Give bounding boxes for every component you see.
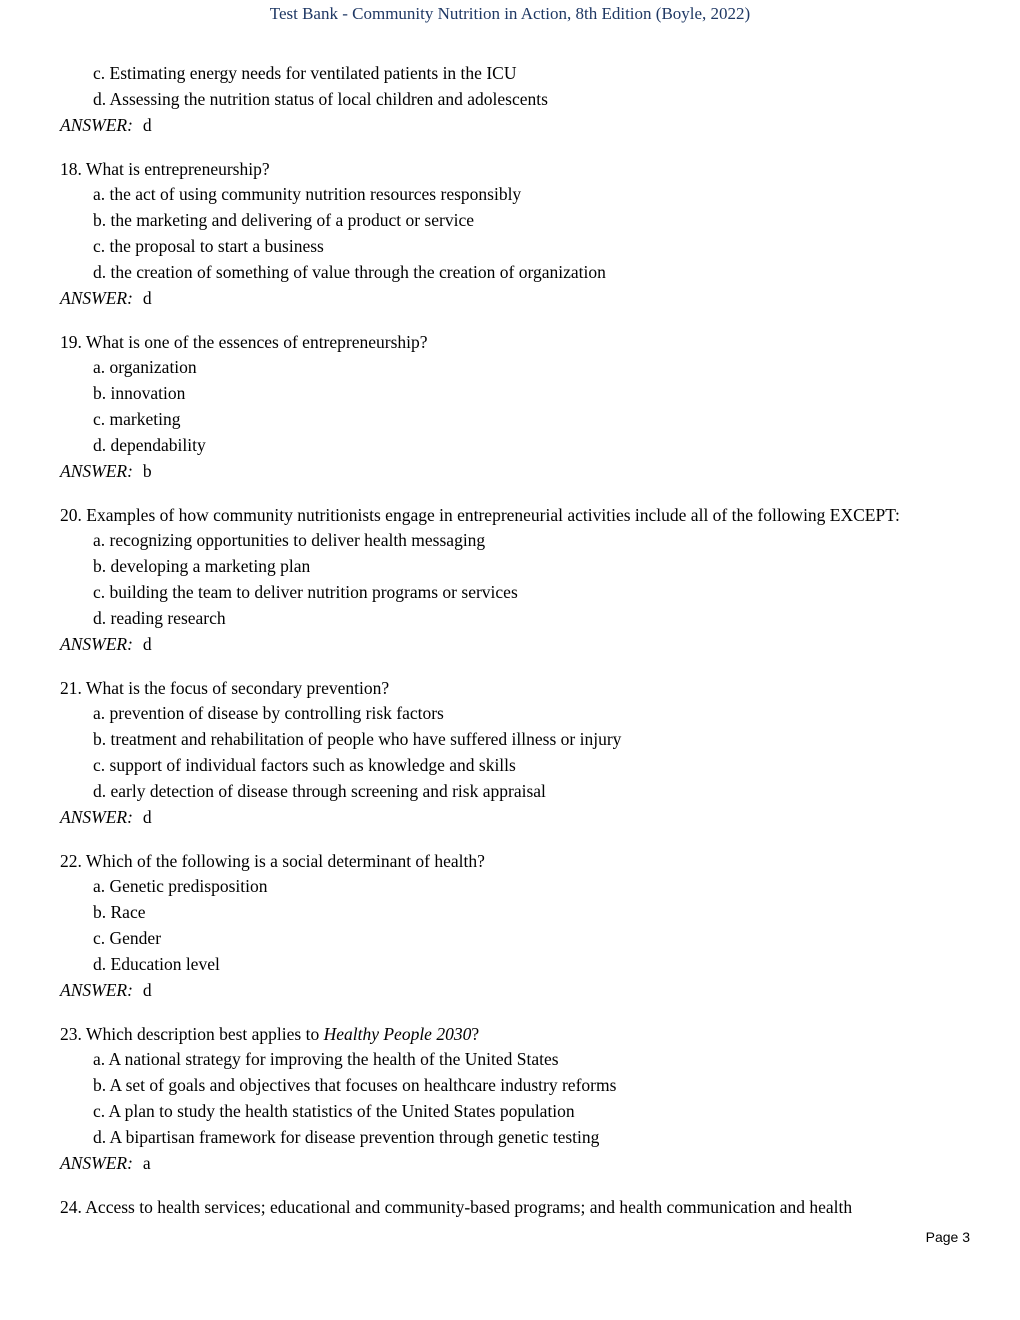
question-23 <box>60 1022 970 1176</box>
answer-value: b <box>142 461 152 481</box>
answer-value: d <box>142 115 152 135</box>
answer-label: ANSWER: <box>60 461 133 481</box>
option-c: c. building the team to deliver nutrition programs or services <box>93 582 518 602</box>
answer-value: d <box>142 634 152 654</box>
answer-line <box>60 1150 970 1176</box>
option-d: d. early detection of disease through screening and risk appraisal <box>93 781 546 801</box>
question-stem: 24. Access to health services; educational and community-based programs; and health communication and health <box>60 1197 853 1217</box>
option-a: a. the act of using community nutrition resources responsibly <box>93 184 522 204</box>
option-d: d. A bipartisan framework for disease prevention through genetic testing <box>93 1127 600 1147</box>
option-b: b. Race <box>93 902 146 922</box>
question-stem: 19. What is one of the essences of entrepreneurship? <box>60 332 428 352</box>
answer-line <box>60 631 970 657</box>
option-d: d. dependability <box>93 435 206 455</box>
answer-label: ANSWER: <box>60 807 133 827</box>
question-stem: 20. Examples of how community nutritionists engage in entrepreneurial activities include all of the following EXCEPT: <box>60 505 900 525</box>
answer-line <box>60 112 970 138</box>
option-c: c. Gender <box>93 928 162 948</box>
option-b: b. the marketing and delivering of a product or service <box>93 210 474 230</box>
answer-label: ANSWER: <box>60 115 133 135</box>
option-c: c. A plan to study the health statistics of the United States population <box>93 1101 575 1121</box>
question-stem <box>60 1022 970 1046</box>
question-19 <box>60 330 970 484</box>
question-18 <box>60 157 970 311</box>
publication-title: Healthy People 2030 <box>323 1024 472 1044</box>
question-22 <box>60 849 970 1003</box>
question-stem: 21. What is the focus of secondary prevention? <box>60 678 390 698</box>
option-a: a. Genetic predisposition <box>93 876 268 896</box>
question-17-continued <box>60 60 970 138</box>
option-b: b. treatment and rehabilitation of people who have suffered illness or injury <box>93 729 622 749</box>
option-d: d. Assessing the nutrition status of local children and adolescents <box>93 89 548 109</box>
page-number: Page 3 <box>925 1229 970 1245</box>
answer-label: ANSWER: <box>60 634 133 654</box>
answer-label: ANSWER: <box>60 980 133 1000</box>
question-stem-text: 23. Which description best applies to <box>60 1024 324 1044</box>
document-header: Test Bank - Community Nutrition in Action, 8th Edition (Boyle, 2022) <box>269 4 751 23</box>
question-stem: 18. What is entrepreneurship? <box>60 159 270 179</box>
option-b: b. A set of goals and objectives that focuses on healthcare industry reforms <box>93 1075 617 1095</box>
question-stem-punctuation: ? <box>471 1024 480 1044</box>
option-a: a. recognizing opportunities to deliver health messaging <box>93 530 486 550</box>
question-21 <box>60 676 970 830</box>
answer-line <box>60 285 970 311</box>
answer-value: a <box>142 1153 151 1173</box>
option-d: d. the creation of something of value through the creation of organization <box>93 262 606 282</box>
answer-line <box>60 977 970 1003</box>
option-b: b. innovation <box>93 383 186 403</box>
question-stem: 22. Which of the following is a social determinant of health? <box>60 851 485 871</box>
answer-label: ANSWER: <box>60 288 133 308</box>
option-c: c. the proposal to start a business <box>93 236 324 256</box>
option-a: a. prevention of disease by controlling risk factors <box>93 703 444 723</box>
option-c: c. marketing <box>93 409 181 429</box>
question-24 <box>60 1195 970 1219</box>
option-a: a. organization <box>93 357 197 377</box>
answer-label: ANSWER: <box>60 1153 133 1173</box>
option-c: c. Estimating energy needs for ventilated patients in the ICU <box>93 63 517 83</box>
option-d: d. reading research <box>93 608 226 628</box>
option-a: a. A national strategy for improving the health of the United States <box>93 1049 559 1069</box>
question-list <box>60 60 970 1219</box>
answer-line <box>60 804 970 830</box>
answer-value: d <box>142 807 152 827</box>
answer-line <box>60 458 970 484</box>
option-d: d. Education level <box>93 954 220 974</box>
answer-value: d <box>142 288 152 308</box>
answer-value: d <box>142 980 152 1000</box>
option-c: c. support of individual factors such as knowledge and skills <box>93 755 516 775</box>
option-b: b. developing a marketing plan <box>93 556 311 576</box>
question-20 <box>60 503 970 657</box>
